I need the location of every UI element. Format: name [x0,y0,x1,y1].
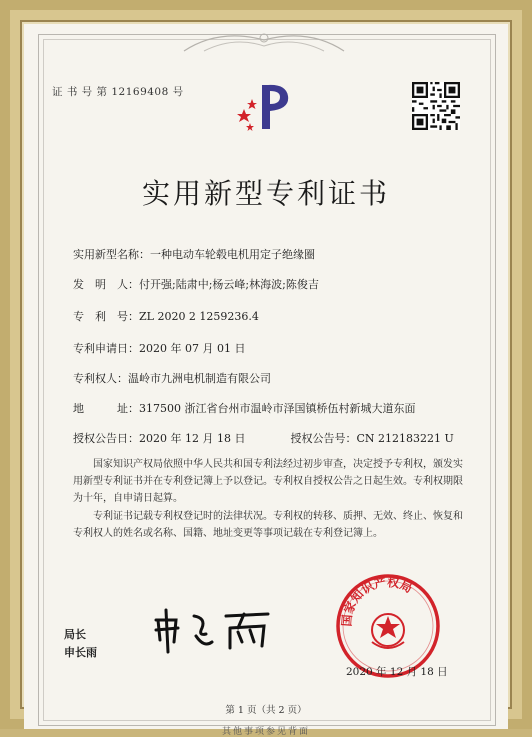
top-ornament-icon [174,26,354,56]
field-value: ZL 2020 2 1259236.4 [139,310,259,323]
grant-number-value: CN 212183221 U [356,432,454,445]
field-value: 付开强;陆肃中;杨云峰;林海波;陈俊吉 [139,278,319,291]
field-address [73,400,416,416]
field-inventors [73,276,319,292]
certificate-title: 实用新型专利证书 [141,177,390,210]
grant-number-label: 授权公告号： [290,432,357,445]
field-label: 发 明 人： [73,278,139,291]
field-label: 专利申请日： [73,342,139,355]
seal-date: 2020 年 12 月 18 日 [346,666,448,678]
grant-date-label: 授权公告日： [73,432,139,445]
paragraph-legal-status: 专利证书记载专利权登记时的法律状况。专利权的转移、质押、无效、终止、恢复和专利权人的姓名或名称、国籍、地址变更等事项记载在专利登记簿上。 [73,511,463,539]
seal-text: 国家知识产权局 [339,575,415,628]
certificate-number: 证 书 号 第 12169408 号 [52,86,184,98]
field-value: 2020 年 07 月 01 日 [139,342,246,355]
field-patentee [73,370,271,386]
page-number: 第 1 页（共 2 页） [225,705,307,716]
grant-date-value: 2020 年 12 月 18 日 [139,432,246,445]
field-label: 实用新型名称： [73,248,150,261]
field-grant-info [73,430,454,446]
field-label: 专 利 号： [73,310,139,323]
paragraph-grant-statement: 国家知识产权局依照中华人民共和国专利法经过初步审查，决定授予专利权，颁发实用新型专利证书并在专利登记簿上予以登记。专利权自授权公告之日起生效。专利权期限为十年，自申请日起算。 [73,459,463,504]
field-label: 专利权人： [73,372,128,385]
field-value: 一种电动车轮毂电机用定子绝缘圈 [150,248,315,261]
signature-icon [146,606,276,654]
field-label: 地 址： [73,402,139,415]
qr-code-icon [412,82,460,130]
field-utility-model-name [73,246,315,262]
signatory-role: 局长 [64,628,86,641]
field-application-date [73,340,245,356]
footer-note: 其他事项参见背面 [221,727,310,737]
certificate-paper [24,24,508,737]
field-value: 温岭市九洲电机制造有限公司 [128,372,271,385]
field-patent-number [73,308,259,324]
field-value: 317500 浙江省台州市温岭市泽国镇桥伍村新城大道东面 [139,402,416,415]
cnipa-logo-icon [234,79,294,139]
signatory-name: 申长雨 [64,646,97,659]
